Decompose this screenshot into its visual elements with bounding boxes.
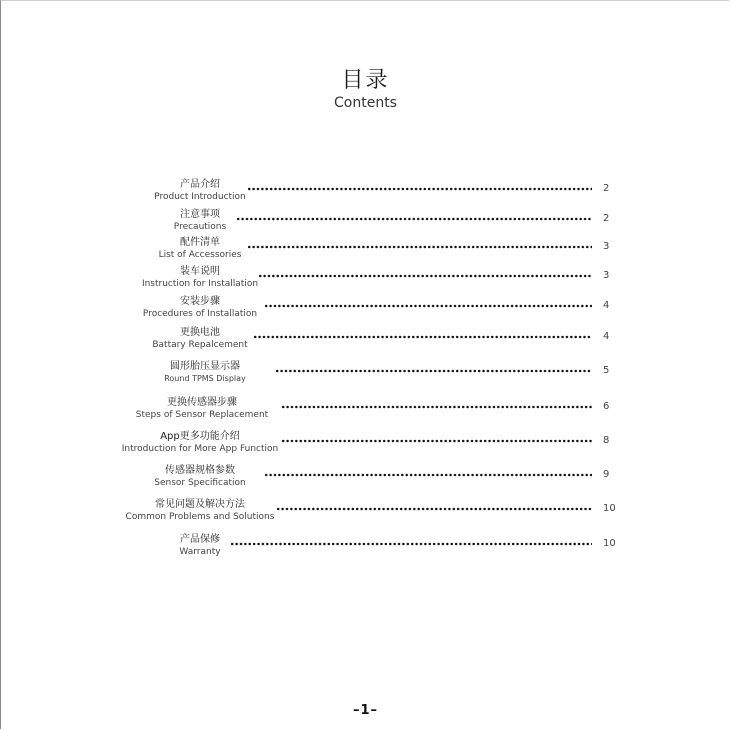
toc-entry-label (174, 208, 226, 233)
toc-leader-dots (264, 473, 592, 477)
toc-entry-sensor-replacement[interactable] (0, 396, 731, 424)
toc-entry-title-en: Common Problems and Solutions (125, 512, 275, 522)
toc-entry-label (122, 430, 279, 455)
toc-page-number: 4 (603, 300, 610, 311)
toc-entry-label (142, 265, 258, 290)
toc-entry-title-en: Procedures of Installation (142, 309, 258, 319)
toc-entry-round-tpms-display[interactable] (0, 360, 731, 388)
contents-title (0, 68, 731, 112)
toc-entry-label (179, 533, 220, 558)
toc-page-number: 5 (603, 365, 610, 376)
toc-entry-label (143, 295, 257, 320)
toc-entry-title-en: Sensor Specification (154, 478, 246, 488)
toc-leader-dots (276, 507, 592, 511)
toc-entry-title-cn: 常见问题及解决方法 (154, 499, 245, 510)
toc-entry-sensor-specification[interactable] (0, 464, 731, 492)
toc-entry-title-cn: App更多功能介绍 (160, 431, 240, 442)
toc-page-number: 8 (603, 435, 610, 446)
toc-page-number: 2 (603, 183, 610, 194)
toc-leader-dots (275, 369, 592, 373)
toc-entry-title-cn: 更换电池 (179, 327, 220, 338)
toc-entry-label (154, 178, 246, 203)
toc-entry-title-en: Battary Repalcement (152, 340, 248, 350)
toc-entry-title-cn: 圆形胎压显示器 (169, 361, 240, 372)
toc-leader-dots (281, 439, 592, 443)
toc-entry-title-cn: 注意事项 (180, 209, 220, 220)
toc-entry-title-cn: 安装步骤 (180, 296, 220, 307)
page-number: –1– (352, 703, 379, 718)
toc-page-number: 3 (603, 241, 610, 252)
toc-entry-title-cn: 装车说明 (180, 266, 220, 277)
toc-entry-title-en: Precautions (173, 222, 227, 232)
toc-page-number: 10 (603, 503, 616, 514)
toc-leader-dots (236, 217, 592, 221)
toc-entry-title-cn: 更换传感器步骤 (167, 397, 237, 408)
toc-entry-label (164, 360, 246, 385)
toc-page-number: 2 (603, 213, 610, 224)
toc-leader-dots (247, 187, 592, 191)
toc-leader-dots (253, 335, 592, 339)
toc-entry-title-en: Product Introduction (154, 192, 246, 202)
toc-page-number: 6 (603, 401, 610, 412)
toc-entry-title-en: Instruction for Installation (141, 279, 259, 289)
toc-leader-dots (264, 304, 592, 308)
toc-entry-title-cn: 产品介绍 (179, 179, 220, 190)
toc-entry-label (126, 498, 275, 523)
toc-entry-common-problems[interactable] (0, 498, 731, 526)
toc-entry-warranty[interactable] (0, 533, 731, 561)
toc-entry-title-cn: 传感器规格参数 (165, 465, 235, 476)
toc-page-number: 10 (603, 538, 616, 549)
toc-entry-title-en: Round TPMS Display (164, 374, 246, 383)
toc-entry-title-en: Introduction for More App Function (121, 444, 279, 454)
toc-entry-title-en: List of Accessories (158, 250, 242, 260)
toc-entry-label (154, 464, 246, 489)
toc-entry-app-functions[interactable] (0, 430, 731, 458)
toc-entry-label (152, 326, 247, 351)
toc-entry-installation-procedures[interactable] (0, 295, 731, 323)
title-english: Contents (334, 95, 397, 111)
title-chinese: 目录 (341, 68, 390, 93)
toc-entry-title-en: Warranty (179, 547, 221, 557)
toc-page-number: 4 (603, 331, 610, 342)
toc-leader-dots (230, 542, 592, 546)
toc-entry-title-cn: 配件清单 (180, 237, 220, 248)
toc-page-number: 9 (603, 469, 610, 480)
toc-entry-precautions[interactable] (0, 208, 731, 236)
toc-leader-dots (247, 245, 592, 249)
toc-entry-title-cn: 产品保修 (180, 534, 220, 545)
toc-entry-battery-replacement[interactable] (0, 326, 731, 354)
toc-entry-label (159, 236, 242, 261)
toc-leader-dots (281, 405, 592, 409)
toc-entry-product-introduction[interactable] (0, 178, 731, 206)
toc-entry-label (136, 396, 268, 421)
toc-entry-accessories[interactable] (0, 236, 731, 264)
toc-entry-installation-instruction[interactable] (0, 265, 731, 293)
toc-entry-title-en: Steps of Sensor Replacement (135, 410, 269, 420)
toc-page-number: 3 (603, 270, 610, 281)
toc-leader-dots (258, 274, 592, 278)
